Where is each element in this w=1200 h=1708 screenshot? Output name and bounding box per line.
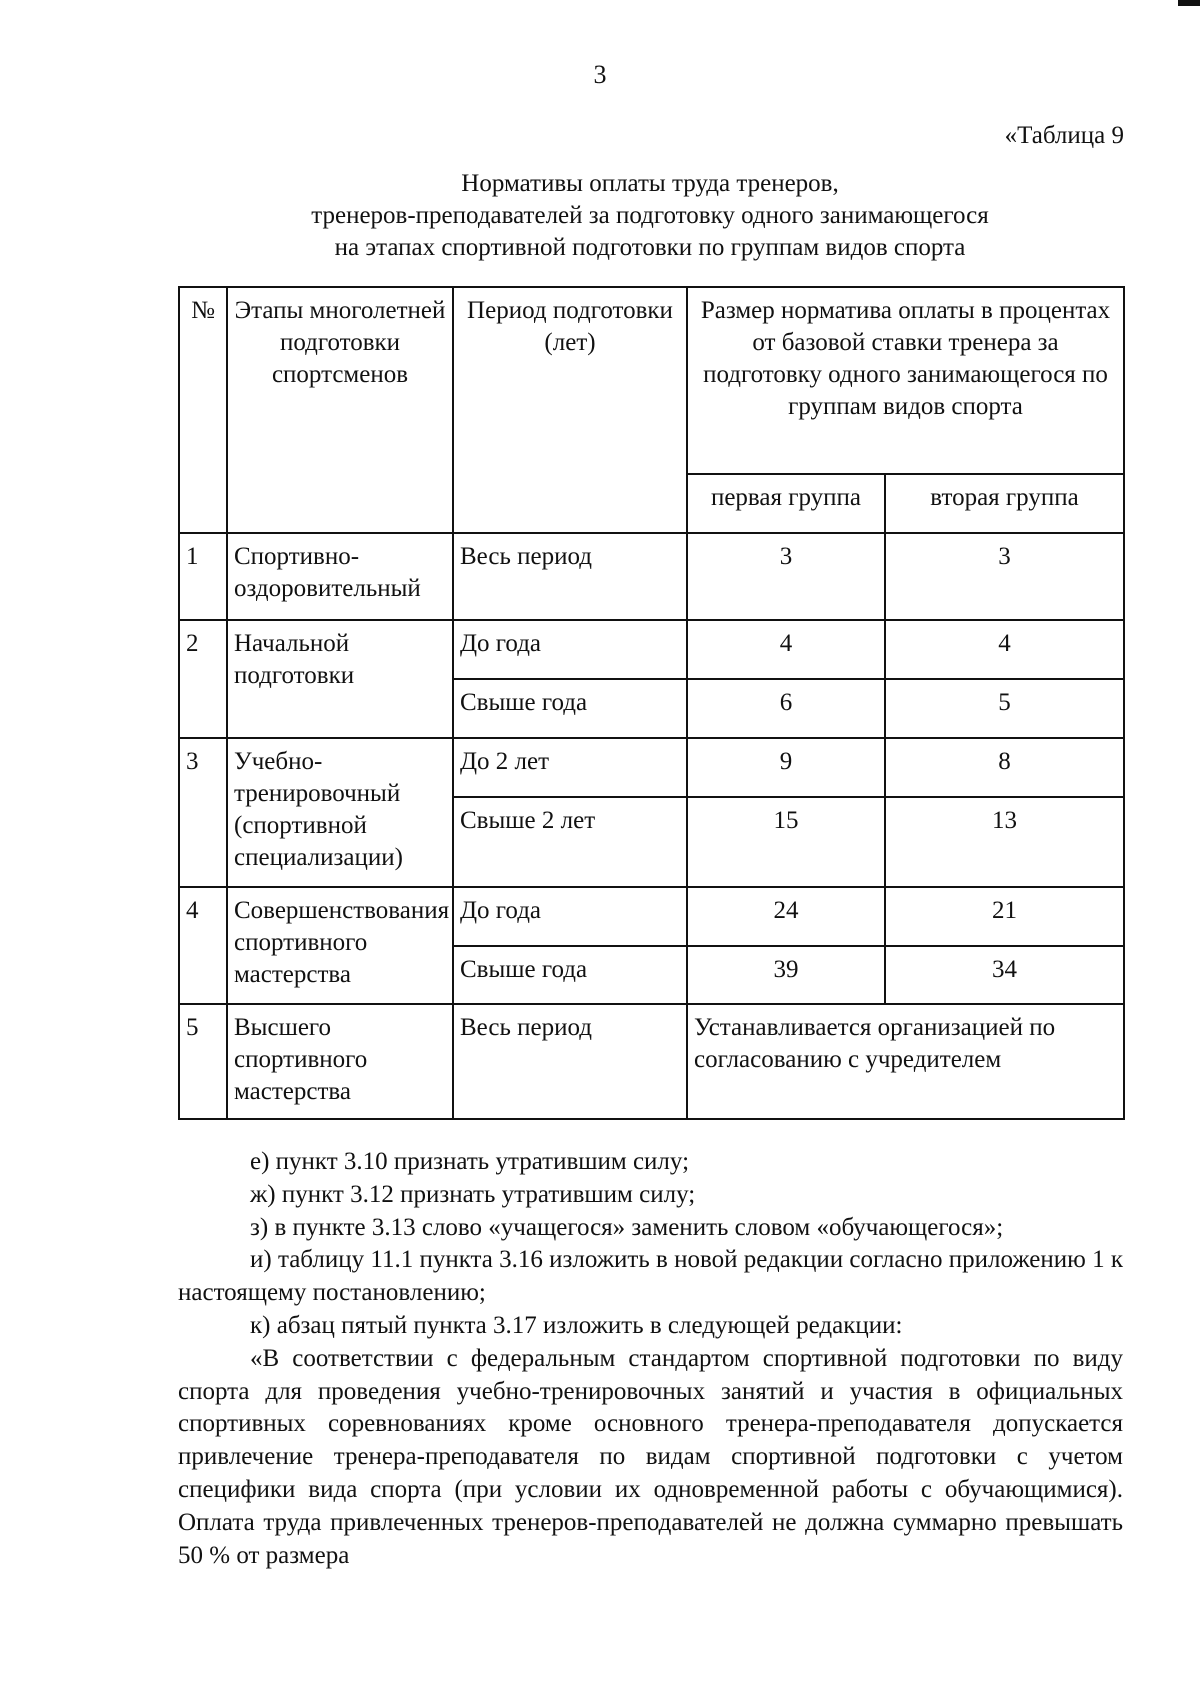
row-group2-value: 34: [885, 946, 1124, 1004]
body-text: [178, 1146, 1123, 1572]
row-num: 5: [179, 1004, 227, 1119]
table-heading: [180, 168, 1120, 264]
paragraph: ж) пункт 3.12 признать утратившим силу;: [250, 1180, 696, 1208]
row-stage: Высшего спортивного мастерства: [227, 1004, 453, 1119]
row-group1-value: 9: [687, 738, 885, 797]
header-stages: Этапы многолетней подготовки спортсменов: [227, 287, 453, 533]
row-period: Свыше 2 лет: [453, 797, 687, 887]
row-group1-value: 3: [687, 533, 885, 620]
table-label: «Таблица 9: [1004, 122, 1124, 149]
table-row: [179, 738, 1124, 797]
scan-corner-mark: [1178, 0, 1200, 6]
table-row: [179, 533, 1124, 620]
row-group2-value: 8: [885, 738, 1124, 797]
paragraph: к) абзац пятый пункта 3.17 изложить в следующей редакции:: [250, 1311, 903, 1339]
header-size: Размер норматива оплаты в процентах от базовой ставки тренера за подготовку одного занимающегося по группам видов спорта: [687, 287, 1124, 474]
header-period: Период подготовки (лет): [453, 287, 687, 533]
row-period: До года: [453, 887, 687, 946]
row-period: До 2 лет: [453, 738, 687, 797]
table-row: [179, 620, 1124, 679]
row-group1-value: 39: [687, 946, 885, 1004]
row-merged-value: Устанавливается организацией по согласованию с учредителем: [687, 1004, 1124, 1119]
row-group1-value: 4: [687, 620, 885, 679]
row-group1-value: 15: [687, 797, 885, 887]
row-period: Свыше года: [453, 679, 687, 738]
heading-line: тренеров-преподавателей за подготовку одного занимающегося: [311, 202, 989, 229]
table-row: [179, 887, 1124, 946]
row-period: Свыше года: [453, 946, 687, 1004]
row-num: 2: [179, 620, 227, 738]
row-group2-value: 13: [885, 797, 1124, 887]
row-period: Весь период: [453, 1004, 687, 1119]
row-num: 4: [179, 887, 227, 1004]
row-group1-value: 6: [687, 679, 885, 738]
heading-line: Нормативы оплаты труда тренеров,: [461, 170, 839, 197]
heading-line: на этапах спортивной подготовки по группам видов спорта: [334, 234, 966, 261]
row-period: Весь период: [453, 533, 687, 620]
row-num: 1: [179, 533, 227, 620]
header-group1: первая группа: [687, 474, 885, 533]
paragraph: «В соответствии с федеральным стандартом спортивной подготовки по виду спорта для проведения учебно-тренировочных занятий и участия в официальных спортивных соревнованиях кроме основного тренера-преподавателя допускается привлечение тренера-преподавателя по видам спортивной подготовки с учетом специфики вида спорта (при условии их одновременной работы с обучающимися). Оплата труда привлеченных тренеров-преподавателей не должна суммарно превышать 50 % от размера: [178, 1344, 1123, 1569]
table-row: [179, 1004, 1124, 1119]
row-group2-value: 5: [885, 679, 1124, 738]
row-period: До года: [453, 620, 687, 679]
norms-table: [178, 286, 1125, 1120]
page-number: 3: [593, 60, 607, 89]
row-group2-value: 4: [885, 620, 1124, 679]
row-group1-value: 24: [687, 887, 885, 946]
row-stage: Начальной подготовки: [227, 620, 453, 738]
header-num: №: [179, 287, 227, 533]
row-stage: Совершенствования спортивного мастерства: [227, 887, 453, 1004]
header-group2: вторая группа: [885, 474, 1124, 533]
row-stage: Спортивно-оздоровительный: [227, 533, 453, 620]
paragraph: и) таблицу 11.1 пункта 3.16 изложить в новой редакции согласно приложению 1 к настоящему постановлению;: [178, 1246, 1123, 1307]
paragraph: з) в пункте 3.13 слово «учащегося» заменить словом «обучающегося»;: [250, 1213, 1004, 1241]
row-num: 3: [179, 738, 227, 887]
row-group2-value: 3: [885, 533, 1124, 620]
row-stage: Учебно-тренировочный (спортивной специализации): [227, 738, 453, 887]
row-group2-value: 21: [885, 887, 1124, 946]
paragraph: е) пункт 3.10 признать утратившим силу;: [250, 1148, 690, 1175]
